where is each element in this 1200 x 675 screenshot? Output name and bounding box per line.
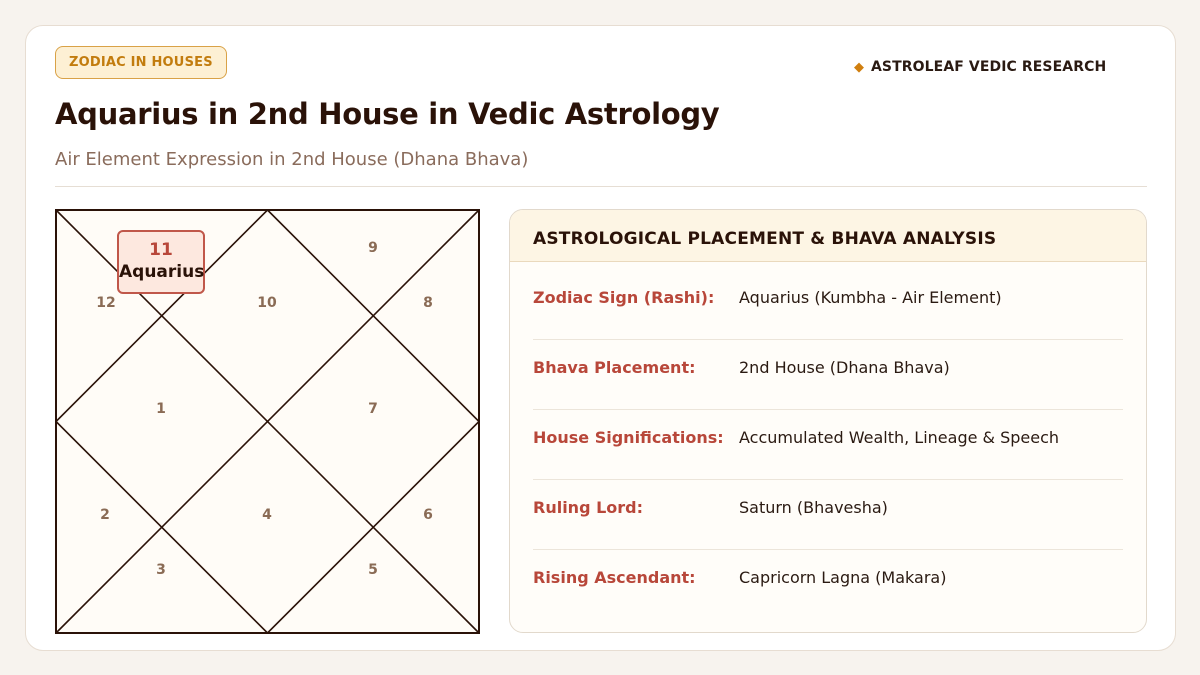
row-label: Bhava Placement: — [533, 358, 696, 377]
row-label: Ruling Lord: — [533, 498, 644, 517]
highlighted-house-11[interactable] — [117, 230, 205, 294]
house-2-label: 2 — [100, 507, 110, 523]
brand — [854, 57, 1106, 77]
house-9-label: 9 — [368, 240, 378, 256]
highlighted-house-sign: Aquarius — [119, 262, 205, 282]
north-indian-chart — [55, 209, 480, 634]
category-tag[interactable]: ZODIAC IN HOUSES — [55, 46, 227, 79]
row-value: 2nd House (Dhana Bhava) — [739, 358, 950, 377]
highlighted-house-number: 11 — [149, 240, 173, 260]
house-10-label: 10 — [257, 295, 277, 311]
brand-name: ASTROLEAF VEDIC RESEARCH — [871, 59, 1107, 75]
info-row-house-significations — [533, 410, 1123, 480]
diamond-icon: ◆ — [854, 59, 864, 75]
row-label: Zodiac Sign (Rashi): — [533, 288, 715, 307]
house-12-label: 12 — [96, 295, 116, 311]
divider — [55, 186, 1147, 187]
page-subtitle: Air Element Expression in 2nd House (Dhana Bhava) — [55, 149, 529, 170]
house-7-label: 7 — [368, 401, 378, 417]
row-value: Aquarius (Kumbha - Air Element) — [739, 288, 1002, 307]
house-1-label: 1 — [156, 401, 166, 417]
row-value: Saturn (Bhavesha) — [739, 498, 888, 517]
info-row-bhava-placement — [533, 340, 1123, 410]
content-card — [25, 25, 1176, 651]
row-label: House Significations: — [533, 428, 724, 447]
house-6-label: 6 — [423, 507, 433, 523]
house-5-label: 5 — [368, 562, 378, 578]
info-row-ruling-lord — [533, 480, 1123, 550]
house-3-label: 3 — [156, 562, 166, 578]
row-label: Rising Ascendant: — [533, 568, 696, 587]
panel-title: ASTROLOGICAL PLACEMENT & BHAVA ANALYSIS — [510, 210, 1146, 262]
row-value: Accumulated Wealth, Lineage & Speech — [739, 428, 1060, 447]
row-value: Capricorn Lagna (Makara) — [739, 568, 947, 587]
info-row-rising-ascendant — [533, 550, 1123, 620]
page-title: Aquarius in 2nd House in Vedic Astrology — [55, 97, 720, 131]
house-4-label: 4 — [262, 507, 272, 523]
info-row-zodiac-sign — [533, 270, 1123, 340]
house-8-label: 8 — [423, 295, 433, 311]
analysis-panel — [509, 209, 1147, 633]
